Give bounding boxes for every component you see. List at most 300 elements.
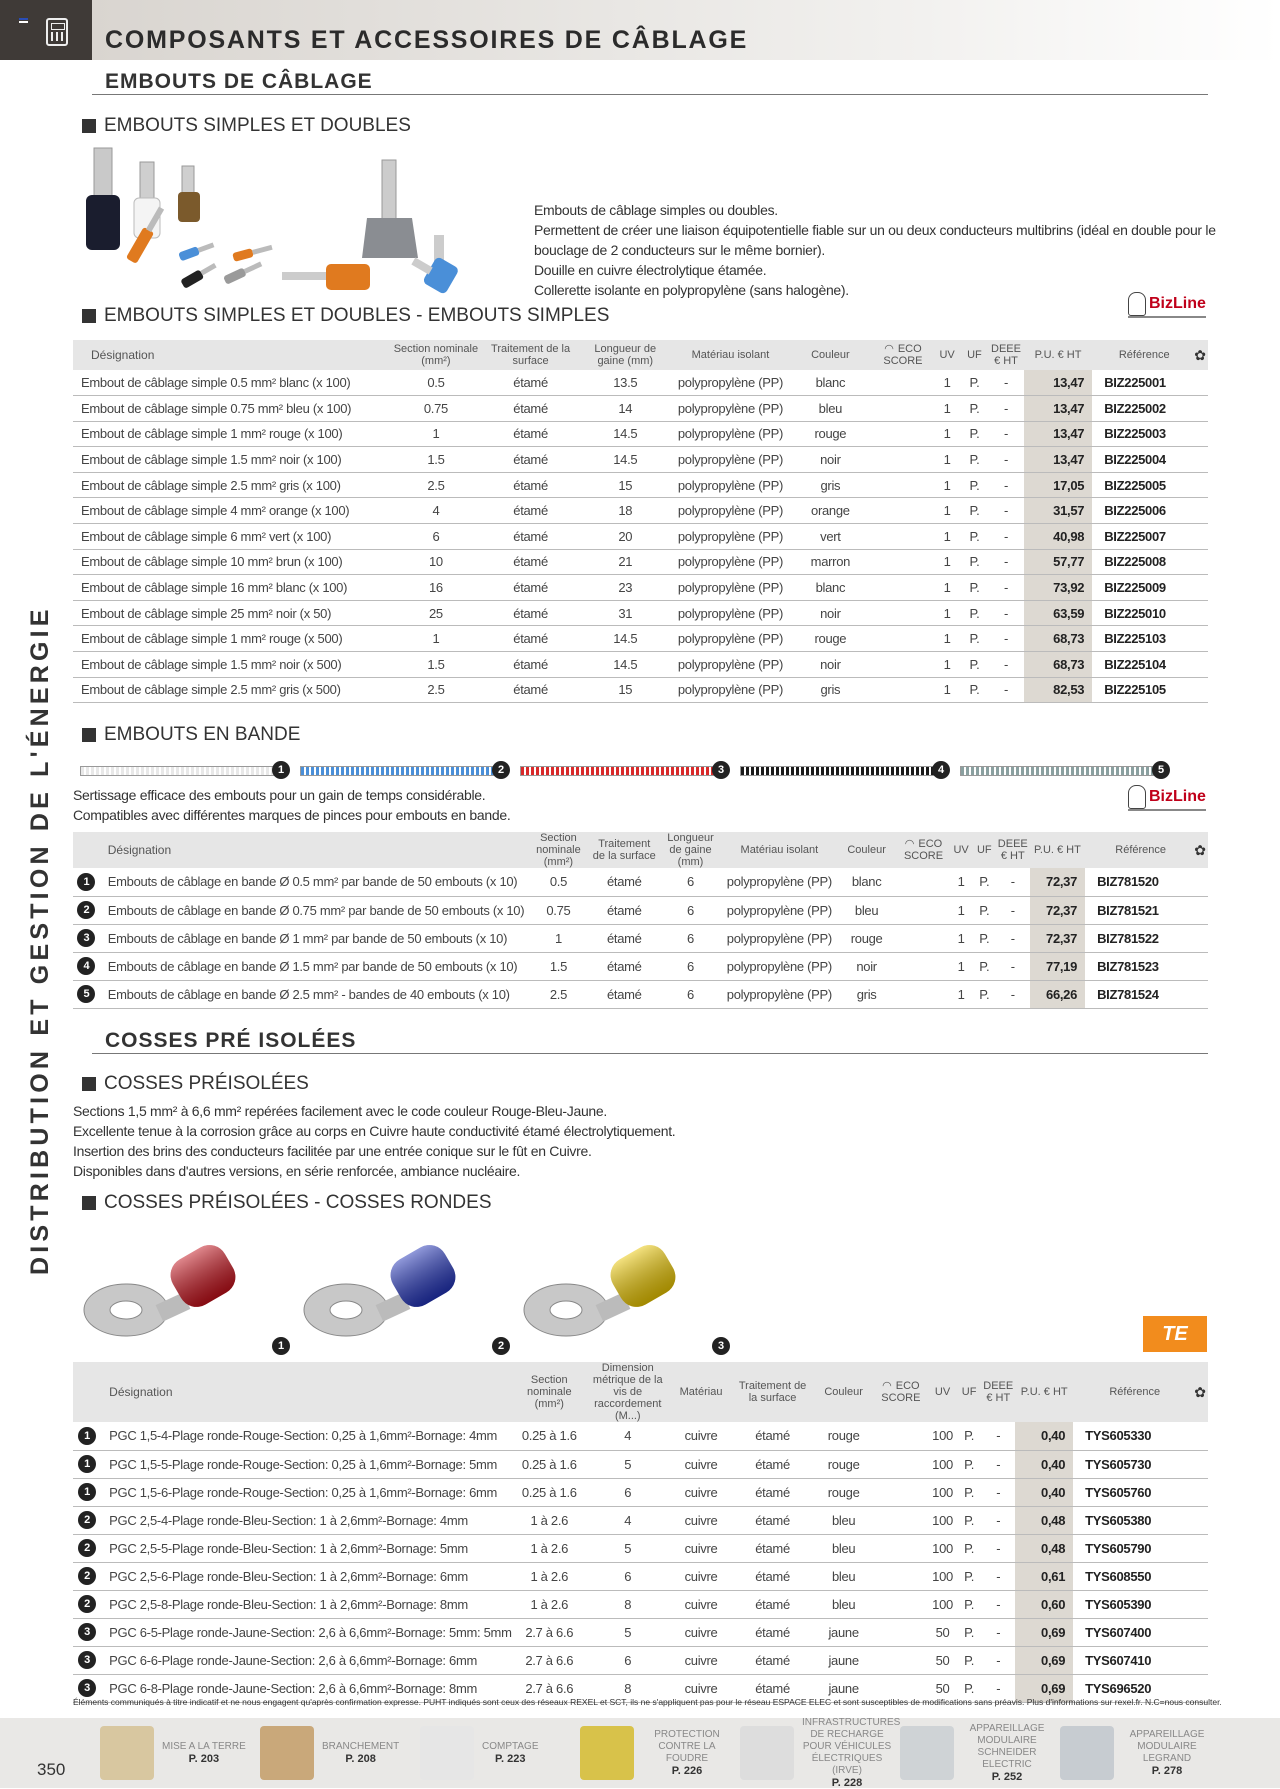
cell-deee: - [988, 575, 1024, 601]
cell: TYS608550 [1073, 1562, 1208, 1590]
desc-line: Douille en cuivre électrolytique étamée. [534, 262, 767, 278]
nav-thumbnail [100, 1726, 154, 1780]
cell-traitement: étamé [483, 370, 578, 396]
cell: cuivre [671, 1674, 732, 1702]
cell-eco [872, 626, 933, 652]
cell-reference: BIZ225002 [1092, 396, 1208, 422]
cell: 72,37 [1030, 924, 1085, 952]
table-row[interactable] [73, 549, 1208, 575]
nav-thumbnail [420, 1726, 474, 1780]
nav-page: P. 208 [345, 1753, 376, 1765]
col-designation: Désignation [73, 340, 389, 370]
cell: cuivre [671, 1646, 732, 1674]
cosse-photo [78, 1240, 268, 1350]
cell-eco [898, 868, 950, 896]
cell-eco [872, 472, 933, 498]
footer-nav-item[interactable] [740, 1717, 901, 1789]
col-reference [1085, 832, 1208, 868]
calculator-icon [46, 18, 68, 46]
section-divider [92, 1053, 1208, 1054]
table-row[interactable] [73, 626, 1208, 652]
bande-description [73, 785, 510, 825]
cell-num [73, 1590, 101, 1618]
desc-line: Embouts de câblage simples ou doubles. [534, 202, 778, 218]
col-deee: DEEE € HT [996, 832, 1030, 868]
embout-strip [300, 766, 496, 776]
footer-nav-item[interactable] [900, 1718, 1052, 1788]
cell-eco [898, 896, 950, 924]
cell: PGC 2,5-4-Plage ronde-Bleu-Section: 1 à 2,6mm²-Bornage: 4mm [101, 1506, 513, 1534]
table-row[interactable] [73, 1450, 1208, 1478]
embout-strip [960, 766, 1156, 776]
cell: PGC 2,5-5-Plage ronde-Bleu-Section: 1 à 2,6mm²-Bornage: 5mm [101, 1534, 513, 1562]
cell: - [981, 1506, 1015, 1534]
cell-eco [872, 600, 933, 626]
cell-designation: Embout de câblage simple 16 mm² blanc (x 100) [73, 575, 389, 601]
cell: TYS605760 [1073, 1478, 1208, 1506]
cell: TYS607410 [1073, 1646, 1208, 1674]
desc-line: Excellente tenue à la corrosion grâce au corps en Cuivre haute conductivité étamé électrolytiquement. [73, 1123, 676, 1139]
cell: 0,48 [1015, 1506, 1073, 1534]
cell: 1 à 2.6 [514, 1590, 585, 1618]
table-header [73, 1362, 1208, 1422]
nav-text [162, 1741, 246, 1765]
cell: 100 [928, 1478, 957, 1506]
cell: étamé [731, 1590, 813, 1618]
table-row[interactable] [73, 952, 1208, 980]
cell: 6 [658, 896, 723, 924]
cell-price: 40,98 [1024, 524, 1092, 550]
cell: 1 [950, 980, 973, 1008]
table-row[interactable] [73, 524, 1208, 550]
section-title-cosses: COSSES PRÉ ISOLÉES [105, 1029, 357, 1052]
cell-materiau: polypropylène (PP) [673, 370, 789, 396]
cell-longueur: 14.5 [578, 421, 673, 447]
col-deee: DEEE € HT [988, 340, 1024, 370]
cell-longueur: 13.5 [578, 370, 673, 396]
col-longueur: Longueur de gaine (mm) [578, 340, 673, 370]
cell: P. [973, 896, 996, 924]
cell-deee: - [988, 524, 1024, 550]
cell: 1 [950, 868, 973, 896]
page-title: COMPOSANTS ET ACCESSOIRES DE CÂBLAGE [105, 26, 749, 54]
cell-materiau: polypropylène (PP) [673, 626, 789, 652]
cell-longueur: 14 [578, 396, 673, 422]
cell-eco [872, 677, 933, 703]
cell-designation: Embout de câblage simple 2.5 mm² gris (x 500) [73, 677, 389, 703]
cell-materiau: polypropylène (PP) [673, 447, 789, 473]
table-row[interactable] [73, 600, 1208, 626]
nav-page: P. 226 [671, 1765, 703, 1777]
cell-uv: 1 [933, 575, 960, 601]
item-number-badge: 5 [77, 985, 95, 1003]
cell-eco [872, 421, 933, 447]
cell-uv: 1 [933, 472, 960, 498]
cell: 1 à 2.6 [514, 1562, 585, 1590]
nav-label: PROTECTION CONTRE LA FOUDRE [654, 1729, 720, 1764]
bizline-man-icon [1128, 785, 1146, 809]
cell-eco [874, 1534, 929, 1562]
table-row[interactable] [73, 1422, 1208, 1450]
col-section: Section nominale (mm²) [389, 340, 484, 370]
cell-traitement: étamé [483, 498, 578, 524]
wifi-icon: ◠ [882, 1380, 892, 1392]
gear-icon: ✿ [1194, 347, 1206, 363]
cell: 2.5 [526, 980, 590, 1008]
desc-line: Collerette isolante en polypropylène (sans halogène). [534, 282, 849, 298]
cell-price: 57,77 [1024, 549, 1092, 575]
cell-deee: - [988, 472, 1024, 498]
cell: étamé [591, 952, 658, 980]
cell-reference: BIZ225007 [1092, 524, 1208, 550]
cell-num [73, 1534, 101, 1562]
cell-uf: P. [961, 447, 988, 473]
cell: P. [957, 1422, 981, 1450]
cell-couleur: blanc [788, 575, 872, 601]
col-couleur: Couleur [814, 1362, 874, 1422]
cell: bleu [814, 1562, 874, 1590]
cell: P. [973, 952, 996, 980]
cell: PGC 2,5-6-Plage ronde-Bleu-Section: 1 à 2,6mm²-Bornage: 6mm [101, 1562, 513, 1590]
item-number-badge: 2 [78, 1595, 96, 1613]
cell: bleu [814, 1506, 874, 1534]
gear-icon: ✿ [1194, 842, 1206, 858]
cell: P. [957, 1534, 981, 1562]
cell-reference: BIZ225004 [1092, 447, 1208, 473]
cell-price: 63,59 [1024, 600, 1092, 626]
cell-reference: BIZ225001 [1092, 370, 1208, 396]
col-reference [1073, 1362, 1208, 1422]
cell: jaune [814, 1618, 874, 1646]
cell-deee: - [988, 421, 1024, 447]
cell: 5 [585, 1618, 671, 1646]
nav-thumbnail [900, 1726, 954, 1780]
cell-designation: Embout de câblage simple 1.5 mm² noir (x 500) [73, 652, 389, 678]
item-number-badge: 1 [78, 1455, 96, 1473]
item-number-badge: 1 [78, 1483, 96, 1501]
table-row[interactable] [73, 498, 1208, 524]
flag-icon [19, 18, 28, 25]
cell-uv: 1 [933, 524, 960, 550]
table-embouts-simples [73, 340, 1208, 703]
strip-number-badge: 3 [712, 761, 730, 779]
cell-uf: P. [961, 498, 988, 524]
cell: 2.7 à 6.6 [514, 1646, 585, 1674]
cell-couleur: rouge [788, 626, 872, 652]
cell-reference: BIZ225010 [1092, 600, 1208, 626]
table-row[interactable] [73, 652, 1208, 678]
cell: 72,37 [1030, 868, 1085, 896]
table-row[interactable] [73, 1534, 1208, 1562]
subsection-title [82, 115, 411, 137]
col-deee: DEEE € HT [981, 1362, 1015, 1422]
cell-reference: BIZ225103 [1092, 626, 1208, 652]
cell: P. [957, 1618, 981, 1646]
table-row[interactable] [73, 924, 1208, 952]
cell-section: 0.5 [389, 370, 484, 396]
table-row[interactable] [73, 421, 1208, 447]
table-row[interactable] [73, 896, 1208, 924]
cell-couleur: noir [788, 600, 872, 626]
cell: BIZ781521 [1085, 896, 1208, 924]
cell: Embouts de câblage en bande Ø 1 mm² par bande de 50 embouts (x 10) [100, 924, 527, 952]
cell: étamé [591, 924, 658, 952]
cell-deee: - [988, 677, 1024, 703]
cell-num [73, 1562, 101, 1590]
cell: TYS605730 [1073, 1450, 1208, 1478]
nav-text [322, 1741, 399, 1765]
cell-designation: Embout de câblage simple 6 mm² vert (x 100) [73, 524, 389, 550]
table-row[interactable] [73, 1590, 1208, 1618]
cell-num [73, 924, 100, 952]
table-row[interactable] [73, 677, 1208, 703]
cell: BIZ781523 [1085, 952, 1208, 980]
col-traitement: Traitement de la surface [731, 1362, 813, 1422]
item-number-badge: 3 [78, 1623, 96, 1641]
cell: 50 [928, 1618, 957, 1646]
strip-number-badge: 5 [1152, 761, 1170, 779]
brand-name: BizLine [1149, 295, 1206, 312]
table-header [73, 832, 1208, 868]
cell: - [981, 1674, 1015, 1702]
cell-uf: P. [961, 600, 988, 626]
cell-eco [874, 1562, 929, 1590]
table-row[interactable] [73, 396, 1208, 422]
cell: étamé [731, 1646, 813, 1674]
cell-num [73, 1506, 101, 1534]
nav-page: P. 203 [188, 1753, 220, 1765]
cell-uv: 1 [933, 498, 960, 524]
footer-nav-item[interactable] [420, 1718, 538, 1788]
cell: 0,40 [1015, 1450, 1073, 1478]
cell: jaune [814, 1646, 874, 1674]
cell: - [981, 1562, 1015, 1590]
embouts-description [534, 200, 1216, 300]
cell: BIZ781522 [1085, 924, 1208, 952]
cell: 0.5 [526, 868, 590, 896]
cell: P. [957, 1506, 981, 1534]
cell-couleur: rouge [788, 421, 872, 447]
table-row[interactable] [73, 575, 1208, 601]
cell-uv: 1 [933, 421, 960, 447]
cell: étamé [731, 1450, 813, 1478]
cell-uf: P. [961, 396, 988, 422]
cell-longueur: 15 [578, 677, 673, 703]
cell: 0,69 [1015, 1674, 1073, 1702]
cell: 2.7 à 6.6 [514, 1618, 585, 1646]
cell: 50 [928, 1674, 957, 1702]
cell: - [981, 1450, 1015, 1478]
nav-label: MISE A LA TERRE [162, 1741, 246, 1752]
cell-uf: P. [961, 421, 988, 447]
photo-number-badge: 2 [492, 1337, 510, 1355]
cell-num [73, 1646, 101, 1674]
cell: cuivre [671, 1450, 732, 1478]
nav-page: P. 223 [495, 1753, 526, 1765]
cell-uf: P. [961, 626, 988, 652]
embouts-photo [82, 140, 522, 300]
cell: cuivre [671, 1534, 732, 1562]
cell-uv: 1 [933, 549, 960, 575]
cell-eco [872, 575, 933, 601]
cell: - [981, 1534, 1015, 1562]
cell: bleu [836, 896, 898, 924]
cell: Embouts de câblage en bande Ø 0.75 mm² par bande de 50 embouts (x 10) [100, 896, 527, 924]
item-number-badge: 2 [78, 1567, 96, 1585]
cell-traitement: étamé [483, 600, 578, 626]
cell: 1 à 2.6 [514, 1506, 585, 1534]
cell: 0.25 à 1.6 [514, 1422, 585, 1450]
table-row[interactable] [73, 1478, 1208, 1506]
footer-nav-item[interactable] [260, 1718, 399, 1788]
table-row[interactable] [73, 1618, 1208, 1646]
cell-traitement: étamé [483, 447, 578, 473]
cell-eco [872, 396, 933, 422]
table-row[interactable] [73, 980, 1208, 1008]
col-traitement: Traitement de la surface [483, 340, 578, 370]
cell: - [996, 952, 1030, 980]
item-number-badge: 2 [78, 1539, 96, 1557]
table-row[interactable] [73, 1562, 1208, 1590]
cell: 6 [585, 1478, 671, 1506]
cell: P. [957, 1590, 981, 1618]
cell-eco [874, 1590, 929, 1618]
cell: PGC 6-8-Plage ronde-Jaune-Section: 2,6 à 6,6mm²-Bornage: 8mm [101, 1674, 513, 1702]
cell-traitement: étamé [483, 396, 578, 422]
item-number-badge: 1 [78, 1427, 96, 1445]
table-row[interactable] [73, 370, 1208, 396]
footer-nav-item[interactable] [1060, 1718, 1212, 1788]
cell: 1 [950, 924, 973, 952]
col-couleur: Couleur [788, 340, 872, 370]
cell-uf: P. [961, 575, 988, 601]
cell-deee: - [988, 549, 1024, 575]
nav-thumbnail [580, 1726, 634, 1780]
cell-reference: BIZ225005 [1092, 472, 1208, 498]
table-embouts-bande [73, 832, 1208, 1009]
cell: 100 [928, 1590, 957, 1618]
item-number-badge: 3 [78, 1651, 96, 1669]
brand-name: BizLine [1149, 788, 1206, 805]
cell-materiau: polypropylène (PP) [673, 575, 789, 601]
cell: étamé [731, 1506, 813, 1534]
table-row[interactable] [73, 447, 1208, 473]
cell-uf: P. [961, 472, 988, 498]
cell: cuivre [671, 1562, 732, 1590]
cell: 5 [585, 1534, 671, 1562]
col-pu: P.U. € HT [1030, 832, 1085, 868]
cell-num [73, 1422, 101, 1450]
col-eco-score [874, 1362, 929, 1422]
item-number-badge: 3 [77, 929, 95, 947]
reference-label: Référence [1109, 1386, 1161, 1398]
page-number: 350 [37, 1760, 66, 1779]
embout-strip [520, 766, 716, 776]
cell-price: 68,73 [1024, 626, 1092, 652]
footer-nav-item[interactable] [100, 1718, 246, 1788]
table-row[interactable] [73, 1646, 1208, 1674]
cell-section: 4 [389, 498, 484, 524]
cell: 0,60 [1015, 1590, 1073, 1618]
cell-materiau: polypropylène (PP) [673, 549, 789, 575]
cell: - [996, 868, 1030, 896]
cell: TYS605380 [1073, 1506, 1208, 1534]
table-row[interactable] [73, 868, 1208, 896]
cell-section: 25 [389, 600, 484, 626]
cell: étamé [591, 896, 658, 924]
cell: 6 [585, 1646, 671, 1674]
cell-longueur: 15 [578, 472, 673, 498]
cell: 0,69 [1015, 1618, 1073, 1646]
cell: bleu [814, 1590, 874, 1618]
col-pu: P.U. € HT [1015, 1362, 1073, 1422]
cell: 0,69 [1015, 1646, 1073, 1674]
cell: PGC 1,5-4-Plage ronde-Rouge-Section: 0,25 à 1,6mm²-Bornage: 4mm [101, 1422, 513, 1450]
footer-nav-item[interactable] [580, 1718, 732, 1788]
table-row[interactable] [73, 472, 1208, 498]
cell-eco [872, 549, 933, 575]
cell-traitement: étamé [483, 677, 578, 703]
cell: 6 [658, 952, 723, 980]
col-dimension: Dimension métrique de la vis de raccordement (M...) [585, 1362, 671, 1422]
item-number-badge: 3 [78, 1679, 96, 1697]
cell: - [981, 1618, 1015, 1646]
nav-label: APPAREILLAGE MODULAIRE LEGRAND [1129, 1729, 1205, 1764]
cell: polypropylène (PP) [723, 952, 836, 980]
cell-uf: P. [961, 370, 988, 396]
photo-number-badge: 1 [272, 1337, 290, 1355]
wifi-icon: ◠ [904, 838, 915, 850]
section-title-embouts: EMBOUTS DE CÂBLAGE [105, 70, 373, 93]
col-num [73, 832, 100, 868]
cell-designation: Embout de câblage simple 25 mm² noir (x 50) [73, 600, 389, 626]
cell-section: 10 [389, 549, 484, 575]
cell: 8 [585, 1590, 671, 1618]
cell: P. [957, 1562, 981, 1590]
desc-line: Sertissage efficace des embouts pour un gain de temps considérable. [73, 787, 486, 803]
cell: P. [957, 1674, 981, 1702]
strip-number-badge: 1 [272, 761, 290, 779]
cell-num [73, 952, 100, 980]
col-eco-score [898, 832, 950, 868]
cell: bleu [814, 1534, 874, 1562]
col-designation: Désignation [100, 832, 527, 868]
cell: cuivre [671, 1506, 732, 1534]
cell-traitement: étamé [483, 575, 578, 601]
cell: 0.25 à 1.6 [514, 1478, 585, 1506]
subsection-label: EMBOUTS SIMPLES ET DOUBLES - EMBOUTS SIMPLES [104, 305, 610, 326]
cell: PGC 1,5-6-Plage ronde-Rouge-Section: 0,25 à 1,6mm²-Bornage: 6mm [101, 1478, 513, 1506]
cell-materiau: polypropylène (PP) [673, 472, 789, 498]
subsection-label: EMBOUTS EN BANDE [104, 724, 301, 745]
cell: polypropylène (PP) [723, 896, 836, 924]
cell-couleur: noir [788, 447, 872, 473]
col-materiau: Matériau isolant [723, 832, 836, 868]
table-row[interactable] [73, 1506, 1208, 1534]
cell: rouge [814, 1478, 874, 1506]
cell-uv: 1 [933, 677, 960, 703]
cell: TYS607400 [1073, 1618, 1208, 1646]
cell-couleur: marron [788, 549, 872, 575]
col-eco-score [872, 340, 933, 370]
cell-section: 2.5 [389, 677, 484, 703]
col-uf: UF [973, 832, 996, 868]
cell: TYS605330 [1073, 1422, 1208, 1450]
nav-label: APPAREILLAGE MODULAIRE SCHNEIDER ELECTRIC [969, 1723, 1045, 1770]
cell-uv: 1 [933, 396, 960, 422]
cell-section: 1.5 [389, 652, 484, 678]
cell-uf: P. [961, 549, 988, 575]
